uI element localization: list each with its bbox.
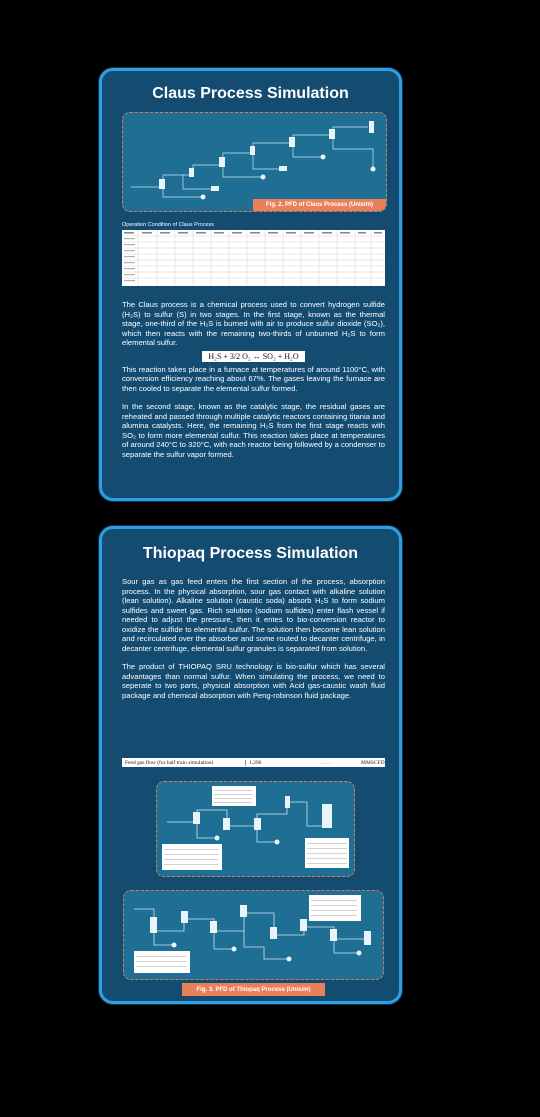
thiopaq-bioconversion-pfd bbox=[123, 890, 384, 980]
claus-paragraph-1: The Claus process is a chemical process used to convert hydrogen sulfide (H₂S) to sulfur (S) in two stages. In the first stage, known as the thermal stage, one-third of the H₂S is burned with air to produce sulfur dioxide (SO₂), which then reacts with the remaining two-thirds of unburned H₂S to form elemental sulfur. bbox=[122, 300, 385, 347]
claus-figure-caption: Fig. 2. PFD of Claus Process (Unisim) bbox=[253, 199, 386, 211]
feed-gas-flow-dash: ——— bbox=[321, 760, 333, 765]
feed-gas-flow-row bbox=[122, 758, 385, 767]
operation-table-grid bbox=[122, 230, 385, 286]
thiopaq-card bbox=[99, 526, 402, 1004]
thiopaq-paragraph-2: The product of THIOPAQ SRU technology is bio-sulfur which has several advantages than normal sulfur. When simulating the process, we need to seperate to two parts, physical absorption with Acid gas-caustic wash fluid package and chemical absorption with Peng-robinson fluid package. bbox=[122, 662, 385, 700]
absorption-pfd-diagram bbox=[157, 782, 354, 876]
bioconversion-pfd-diagram bbox=[124, 891, 383, 979]
claus-pfd-diagram bbox=[123, 113, 386, 211]
feed-gas-flow-unit: MMSCFD bbox=[361, 759, 385, 766]
claus-paragraph-3: In the second stage, known as the catalytic stage, the residual gases are reheated and passed through multiple catalytic reactors containing titania and alumina catalysts. Here, the remaining H₂S from the first stage reacts with SO₂ to form more elemental sulfur. This reaction takes place at temperatures of around 240°C to 320°C, with each reactor being followed by a condenser to separate the sulfur vapor formed. bbox=[122, 402, 385, 459]
thiopaq-paragraph-1: Sour gas as gas feed enters the first section of the process, absorption process. In the physical absorption, sour gas contact with alkaline solution (lean solution). Alkaline solution (caustic soda) absorb H₂S to form sodium sulfides and sweet gas. Rich solution (sodium sulfides) enter flash vessel if needed to adjust the pressure, then it entes to bio-conversion reactor to oxidize the sulfide to elemental sulfur. The solution then become lean solution and recirculated over the absorber and some routed to decanter centrifuge, in decanter centrifuge, elemental sulfur granules is separated from solution. bbox=[122, 577, 385, 653]
thiopaq-title: Thiopaq Process Simulation bbox=[142, 545, 359, 562]
claus-card bbox=[99, 68, 402, 501]
feed-gas-flow-label: Feed gas flow (for half train simulation) bbox=[125, 759, 214, 766]
thiopaq-absorption-pfd bbox=[156, 781, 355, 877]
operation-table-title: Operation Condition of Claus Process bbox=[122, 222, 215, 228]
claus-pfd-figure bbox=[122, 112, 387, 212]
claus-paragraph-2: This reaction takes place in a furnace at temperatures of around 1100°C, with conversion efficiency reaching about 67%. The gases leaving the furnace are then cooled to separate the elemental sulfur formed. bbox=[122, 364, 385, 393]
thiopaq-body-text bbox=[122, 577, 385, 708]
operation-condition-table bbox=[122, 230, 385, 286]
claus-title: Claus Process Simulation bbox=[152, 85, 349, 102]
feed-gas-flow-value: 1.296 bbox=[245, 760, 321, 766]
claus-equation: H₂S + 3/2 O₂ ↔ SO₂ + H₂O bbox=[202, 351, 305, 362]
claus-body-text bbox=[122, 300, 385, 467]
thiopaq-figure-caption: Fig. 3. PFD of Thiopaq Process (Unisim) bbox=[182, 983, 325, 996]
